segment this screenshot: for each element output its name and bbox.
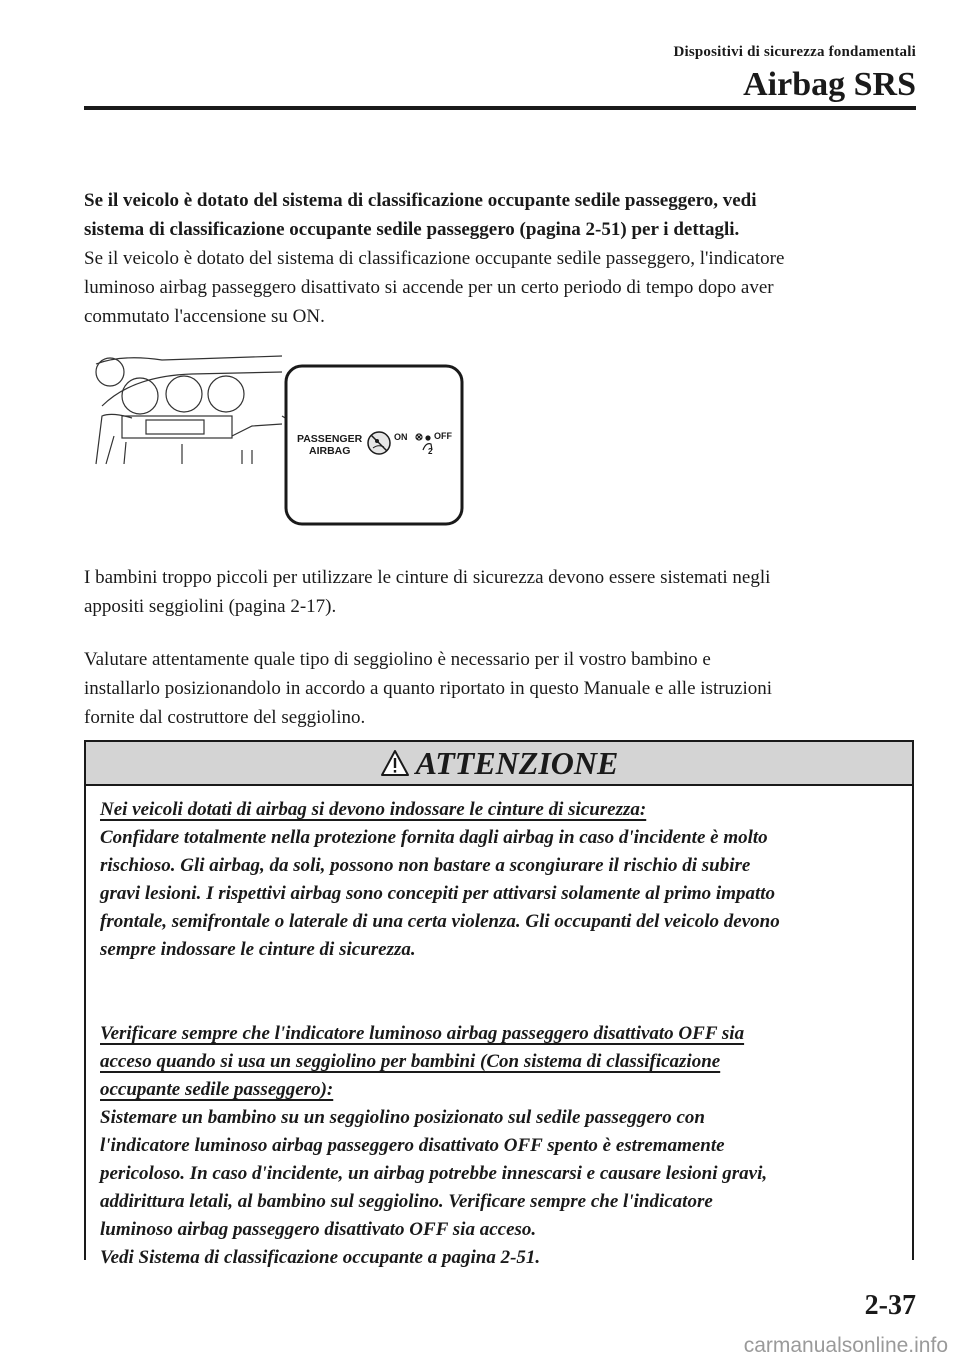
- intro-line-3: commutato l'accensione su ON.: [84, 306, 325, 327]
- child-seat-section: [84, 563, 924, 621]
- page-title: Airbag SRS: [743, 66, 916, 103]
- warning-text-2-line-6: Vedi Sistema di classificazione occupante a pagina 2-51.: [100, 1247, 541, 1268]
- intro-bold-line-2: sistema di classificazione occupante sedile passeggero (pagina 2-51) per i dettagli.: [84, 219, 740, 240]
- warning-box: [84, 740, 914, 1268]
- watermark: carmanualsonline.info: [743, 1334, 948, 1357]
- airbag-off-icon: [368, 432, 390, 454]
- header-rule: [84, 106, 916, 110]
- warning-text-1-line-1: Confidare totalmente nella protezione fornita dagli airbag in caso d'incidente è molto: [100, 827, 768, 848]
- warning-text-1-line-4: frontale, semifrontale o laterale di una certa violenza. Gli occupanti del veicolo devono: [100, 911, 780, 932]
- intro-bold-line-1: Se il veicolo è dotato del sistema di classificazione occupante sedile passeggero, vedi: [84, 190, 757, 211]
- warning-text-2-line-3: pericoloso. In caso d'incidente, un airbag potrebbe innescarsi e causare lesioni gravi,: [100, 1163, 768, 1184]
- warning-text-1-line-3: gravi lesioni. I rispettivi airbag sono concepiti per attivarsi solamente al primo impatto: [100, 883, 776, 904]
- warning-text-2-line-4: addirittura letali, al bambino sul seggiolino. Verificare sempre che l'indicatore: [100, 1191, 713, 1212]
- install-line-1: Valutare attentamente quale tipo di seggiolino è necessario per il vostro bambino e: [84, 649, 711, 670]
- warning-triangle-icon: [380, 749, 410, 777]
- warning-text-1-line-2: rischioso. Gli airbag, da soli, possono non bastare a scongiurare il rischio di subire: [100, 855, 751, 876]
- warning-text-1-line-5: sempre indossare le cinture di sicurezza.: [100, 939, 416, 960]
- children-line-2: appositi seggiolini (pagina 2-17).: [84, 596, 337, 617]
- warning-body: [86, 786, 912, 1272]
- warning-heading-2-line-1: Verificare sempre che l'indicatore luminoso airbag passeggero disattivato OFF sia: [100, 1023, 745, 1044]
- warning-heading-2-line-3: occupante sedile passeggero):: [100, 1079, 334, 1100]
- page-number: 2-37: [864, 1290, 916, 1321]
- intro-line-1: Se il veicolo è dotato del sistema di classificazione occupante sedile passeggero, l'indicatore: [84, 248, 785, 269]
- intro-section: [84, 186, 924, 331]
- children-line-1: I bambini troppo piccoli per utilizzare le cinture di sicurezza devono essere sistemati negli: [84, 567, 771, 588]
- page-header: [673, 44, 916, 103]
- install-line-2: installarlo posizionandolo in accordo a quanto riportato in questo Manuale e alle istruzioni: [84, 678, 773, 699]
- warning-text-2-line-2: l'indicatore luminoso airbag passeggero disattivato OFF spento è estremamente: [100, 1135, 725, 1156]
- off-label: OFF: [434, 431, 452, 441]
- airbag-label: AIRBAG: [309, 445, 351, 457]
- warning-text-2-line-5: luminoso airbag passeggero disattivato OFF sia acceso.: [100, 1219, 537, 1240]
- warning-header: [86, 742, 912, 786]
- warning-heading-1: Nei veicoli dotati di airbag si devono indossare le cinture di sicurezza:: [100, 799, 647, 820]
- seat-number-label: 2: [428, 447, 433, 456]
- warning-title: ATTENZIONE: [415, 744, 619, 781]
- on-label: ON: [394, 432, 408, 442]
- passenger-label: PASSENGER: [297, 433, 363, 445]
- passenger-airbag-indicator-figure: [92, 346, 472, 530]
- warning-text-2-line-1: Sistemare un bambino su un seggiolino posizionato sul sedile passeggero con: [100, 1107, 705, 1128]
- section-name: Dispositivi di sicurezza fondamentali: [673, 44, 916, 60]
- install-line-3: fornite dal costruttore del seggiolino.: [84, 707, 366, 728]
- install-section: [84, 645, 924, 732]
- intro-line-2: luminoso airbag passeggero disattivato si accende per un certo periodo di tempo dopo aver: [84, 277, 774, 298]
- warning-heading-2-line-2: acceso quando si usa un seggiolino per bambini (Con sistema di classificazione: [100, 1051, 721, 1072]
